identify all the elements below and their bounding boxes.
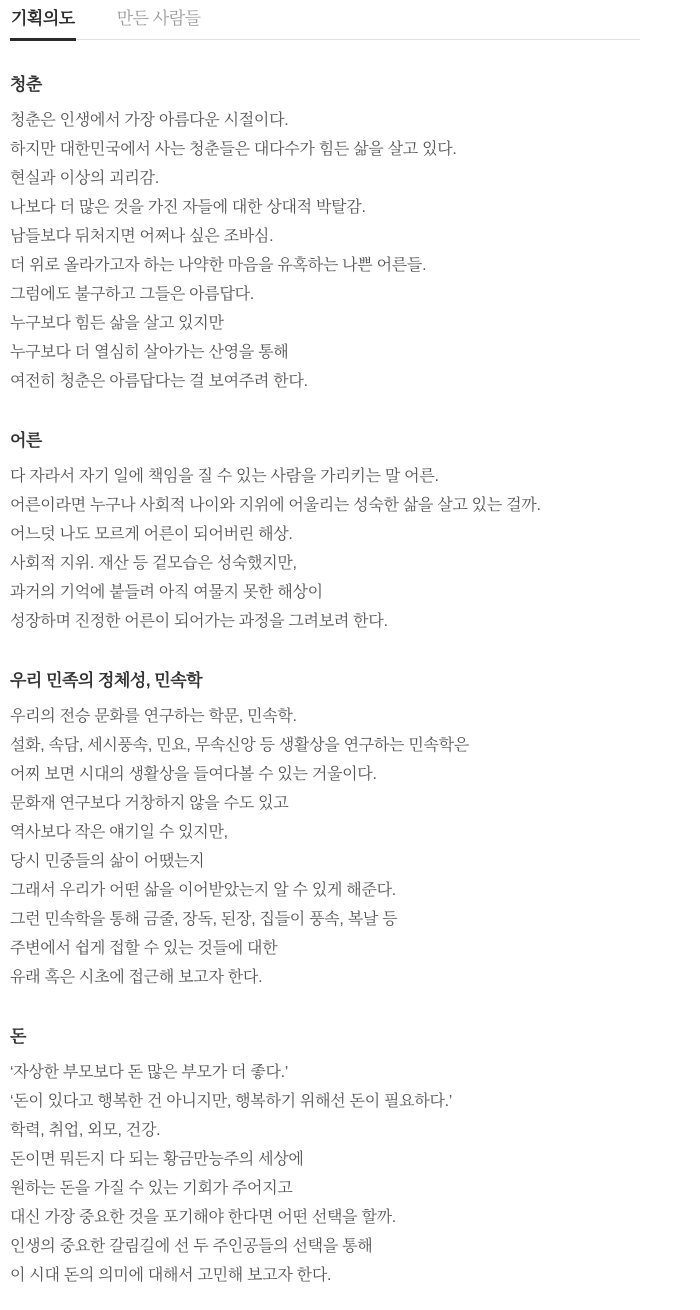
- section-heading: 어른: [10, 431, 42, 450]
- section-line: 그래서 우리가 어떤 삶을 이어받았는지 알 수 있게 해준다.: [10, 882, 396, 899]
- section-line: 과거의 기억에 붙들려 아직 여물지 못한 해상이: [10, 584, 323, 601]
- section-line: 여전히 청춘은 아름답다는 걸 보여주려 한다.: [10, 373, 308, 390]
- section-heading: 청춘: [10, 75, 42, 94]
- section-line: 나보다 더 많은 것을 가진 자들에 대한 상대적 박탈감.: [10, 199, 366, 216]
- section-line: 학력, 취업, 외모, 건강.: [10, 1122, 161, 1139]
- section-line: ‘돈이 있다고 행복한 건 아니지만, 행복하기 위해선 돈이 필요하다.’: [10, 1093, 453, 1110]
- section-line: 그럼에도 불구하고 그들은 아름답다.: [10, 286, 254, 303]
- section: [10, 1025, 640, 1290]
- section-line: 설화, 속담, 세시풍속, 민요, 무속신앙 등 생활상을 연구하는 민속학은: [10, 737, 469, 754]
- section-line: 대신 가장 중요한 것을 포기해야 한다면 어떤 선택을 할까.: [10, 1209, 396, 1226]
- section-line: 이 시대 돈의 의미에 대해서 고민해 보고자 한다.: [10, 1267, 332, 1284]
- section-line: 현실과 이상의 괴리감.: [10, 170, 159, 187]
- section: [10, 669, 640, 992]
- section-line: 당시 민중들의 삶이 어땠는지: [10, 853, 205, 870]
- section-line: 원하는 돈을 가질 수 있는 기회가 주어지고: [10, 1180, 293, 1197]
- content: [10, 73, 640, 1290]
- section-line: 돈이면 뭐든지 다 되는 황금만능주의 세상에: [10, 1151, 304, 1168]
- section-line: 유래 혹은 시초에 접근해 보고자 한다.: [10, 969, 263, 986]
- section-line: 누구보다 힘든 삶을 살고 있지만: [10, 315, 224, 332]
- tab-plan-intent[interactable]: 기획의도: [10, 7, 76, 41]
- section-line: 어느덧 나도 모르게 어른이 되어버린 해상.: [10, 526, 293, 543]
- tab-credits[interactable]: 만든 사람들: [116, 9, 201, 28]
- section-line: 청춘은 인생에서 가장 아름다운 시절이다.: [10, 112, 289, 129]
- section-line: 그런 민속학을 통해 금줄, 장독, 된장, 집들이 풍속, 복날 등: [10, 911, 398, 928]
- section-line: 주변에서 쉽게 접할 수 있는 것들에 대한: [10, 940, 278, 957]
- section-line: 역사보다 작은 얘기일 수 있지만,: [10, 824, 228, 841]
- section-line: 누구보다 더 열심히 살아가는 산영을 통해: [10, 344, 289, 361]
- section-line: 성장하며 진정한 어른이 되어가는 과정을 그려보려 한다.: [10, 613, 388, 630]
- section-heading: 돈: [10, 1027, 26, 1046]
- section: [10, 429, 640, 636]
- section-line: 다 자라서 자기 일에 책임을 질 수 있는 사람을 가리키는 말 어른.: [10, 468, 439, 485]
- section-line: 하지만 대한민국에서 사는 청춘들은 대다수가 힘든 삶을 살고 있다.: [10, 141, 457, 158]
- section-heading: 우리 민족의 정체성, 민속학: [10, 671, 203, 690]
- section-line: ‘자상한 부모보다 돈 많은 부모가 더 좋다.’: [10, 1064, 289, 1081]
- section-line: 어른이라면 누구나 사회적 나이와 지위에 어울리는 성숙한 삶을 살고 있는 걸까.: [10, 497, 541, 514]
- section-line: 문화재 연구보다 거창하지 않을 수도 있고: [10, 795, 289, 812]
- section-line: 더 위로 올라가고자 하는 나약한 마음을 유혹하는 나쁜 어른들.: [10, 257, 427, 274]
- section-line: 어찌 보면 시대의 생활상을 들여다볼 수 있는 거울이다.: [10, 766, 377, 783]
- section: [10, 73, 640, 396]
- section-line: 인생의 중요한 갈림길에 선 두 주인공들의 선택을 통해: [10, 1238, 373, 1255]
- tab-bar: [10, 0, 640, 40]
- section-line: 사회적 지위. 재산 등 겉모습은 성숙했지만,: [10, 555, 297, 572]
- section-line: 우리의 전승 문화를 연구하는 학문, 민속학.: [10, 708, 297, 725]
- section-line: 남들보다 뒤처지면 어쩌나 싶은 조바심.: [10, 228, 274, 245]
